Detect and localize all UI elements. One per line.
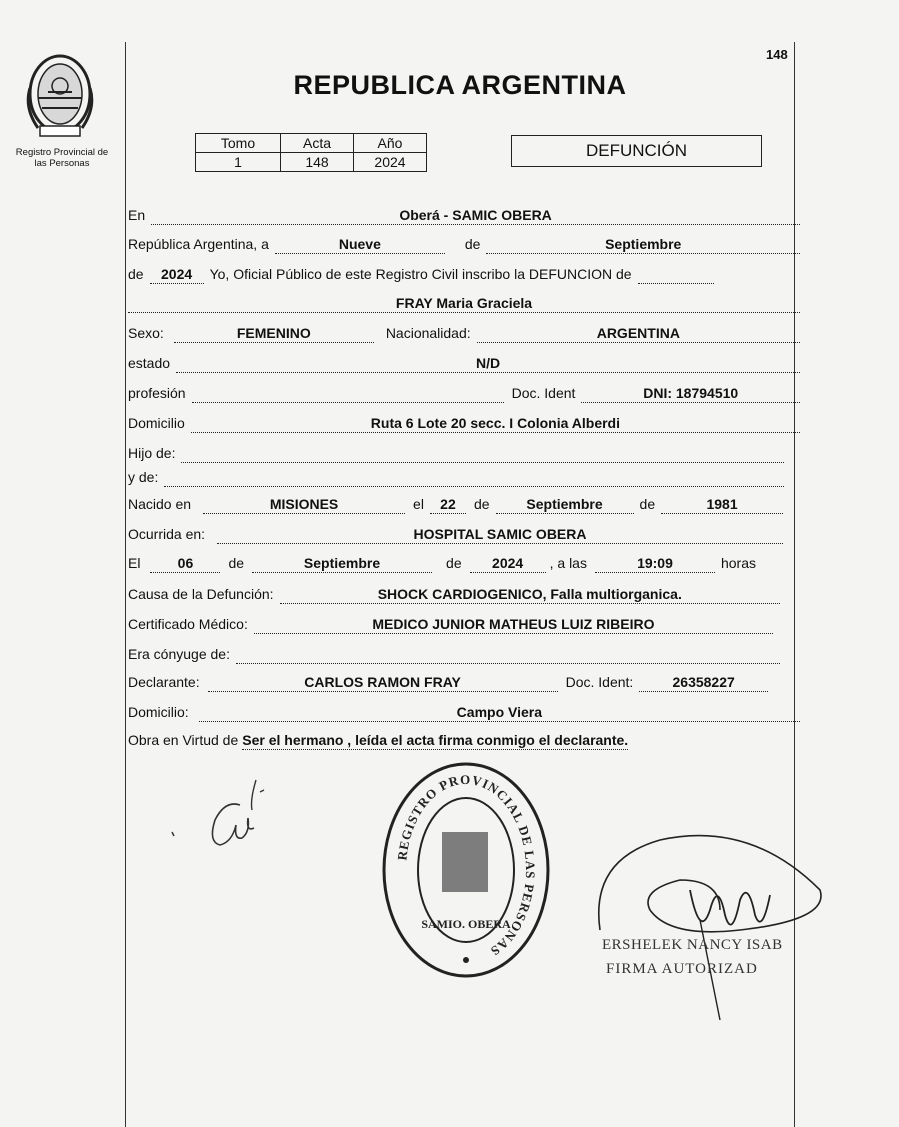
svg-text:REGISTRO PROVINCIAL DE LAS PER: REGISTRO PROVINCIAL DE LAS PERSONAS	[394, 771, 539, 960]
value-tomo: 1	[196, 153, 281, 172]
address-field: Ruta 6 Lote 20 secc. I Colonia Alberdi	[191, 413, 800, 433]
row-death-date: El 06 de Septiembre de 2024 , a las 19:09 horas	[128, 555, 756, 571]
cause-field: SHOCK CARDIOGENICO, Falla multiorganica.	[280, 584, 780, 604]
death-year-field: 2024	[470, 553, 546, 573]
birth-month-field: Septiembre	[496, 494, 634, 514]
death-month-field: Septiembre	[252, 553, 432, 573]
nationality-field: ARGENTINA	[477, 323, 800, 343]
row-date: República Argentina, a Nueve de Septiembre	[128, 232, 800, 254]
deceased-name-field: FRAY Maria Graciela	[128, 293, 800, 313]
row-declarant: Declarante: CARLOS RAMON FRAY Doc. Ident: 26358227	[128, 670, 768, 692]
row-place: En Oberá - SAMIC OBERA	[128, 203, 800, 225]
page-number: 148	[766, 47, 788, 62]
header-ano: Año	[354, 134, 427, 153]
left-margin-line	[125, 42, 126, 1127]
authorizer-name: ERSHELEK NANCY ISAB	[602, 937, 783, 953]
mother-field	[164, 467, 784, 487]
day-word-field: Nueve	[275, 234, 445, 254]
row-year: de 2024 Yo, Oficial Público de este Registro Civil inscribo la DEFUNCION de	[128, 262, 800, 284]
row-address: Domicilio Ruta 6 Lote 20 secc. I Colonia Alberdi	[128, 411, 800, 433]
row-cause: Causa de la Defunción: SHOCK CARDIOGENICO, Falla multiorganica.	[128, 582, 780, 604]
header-acta: Acta	[281, 134, 354, 153]
row-declarant-address: Domicilio: Campo Viera	[128, 700, 800, 722]
physician-field: MEDICO JUNIOR MATHEUS LUIZ RIBEIRO	[254, 614, 773, 634]
civil-status-field: N/D	[176, 353, 800, 373]
row-deceased-name	[128, 291, 800, 313]
declarant-doc-field: 26358227	[639, 672, 768, 692]
row-physician: Certificado Médico: MEDICO JUNIOR MATHEUS LUIZ RIBEIRO	[128, 612, 773, 634]
death-place-field: HOSPITAL SAMIC OBERA	[217, 524, 783, 544]
birth-day-field: 22	[430, 494, 466, 514]
virtue-field: Ser el hermano , leída el acta firma conmigo el declarante.	[242, 732, 629, 748]
row-birth: Nacido en MISIONES el 22 de Septiembre de 1981	[128, 492, 783, 514]
profession-field	[192, 383, 504, 403]
row-profession-doc: profesión Doc. Ident DNI: 18794510	[128, 381, 800, 403]
value-acta: 148	[281, 153, 354, 172]
sex-field: FEMENINO	[174, 323, 374, 343]
row-mother: y de:	[128, 465, 784, 487]
registry-coat-of-arms-icon	[18, 48, 102, 140]
row-spouse: Era cónyuge de:	[128, 642, 780, 664]
value-ano: 2024	[354, 153, 427, 172]
month-field: Septiembre	[486, 234, 800, 254]
declarant-address-field: Campo Viera	[199, 702, 800, 722]
row-death-place: Ocurrida en: HOSPITAL SAMIC OBERA	[128, 522, 783, 544]
official-seal-stamp	[380, 760, 552, 980]
year-field: 2024	[150, 264, 204, 284]
doc-ident-field: DNI: 18794510	[581, 383, 800, 403]
row-civil-status: estado N/D	[128, 351, 800, 373]
father-field	[181, 443, 784, 463]
svg-text:SAMIO. OBERA: SAMIO. OBERA	[421, 917, 511, 931]
row-sex-nationality: Sexo: FEMENINO Nacionalidad: ARGENTINA	[128, 321, 800, 343]
death-time-field: 19:09	[595, 553, 715, 573]
record-type-box: DEFUNCIÓN	[511, 135, 762, 167]
spouse-field	[236, 644, 780, 664]
registry-caption: Registro Provincial de las Personas	[15, 147, 109, 169]
authorizer-title: FIRMA AUTORIZAD	[606, 961, 758, 977]
birth-year-field: 1981	[661, 494, 783, 514]
header-tomo: Tomo	[196, 134, 281, 153]
declarant-field: CARLOS RAMON FRAY	[208, 672, 558, 692]
place-field: Oberá - SAMIC OBERA	[151, 205, 800, 225]
blank-fill	[638, 264, 714, 284]
authorized-signature-icon	[590, 820, 830, 1020]
row-virtue: Obra en Virtud de Ser el hermano , leída el acta firma conmigo el declarante.	[128, 732, 629, 748]
death-day-field: 06	[150, 553, 220, 573]
page-title: REPUBLICA ARGENTINA	[293, 70, 627, 100]
record-reference-table	[195, 133, 427, 172]
birth-place-field: MISIONES	[203, 494, 405, 514]
row-father: Hijo de:	[128, 441, 784, 463]
official-signature-icon	[170, 770, 280, 860]
